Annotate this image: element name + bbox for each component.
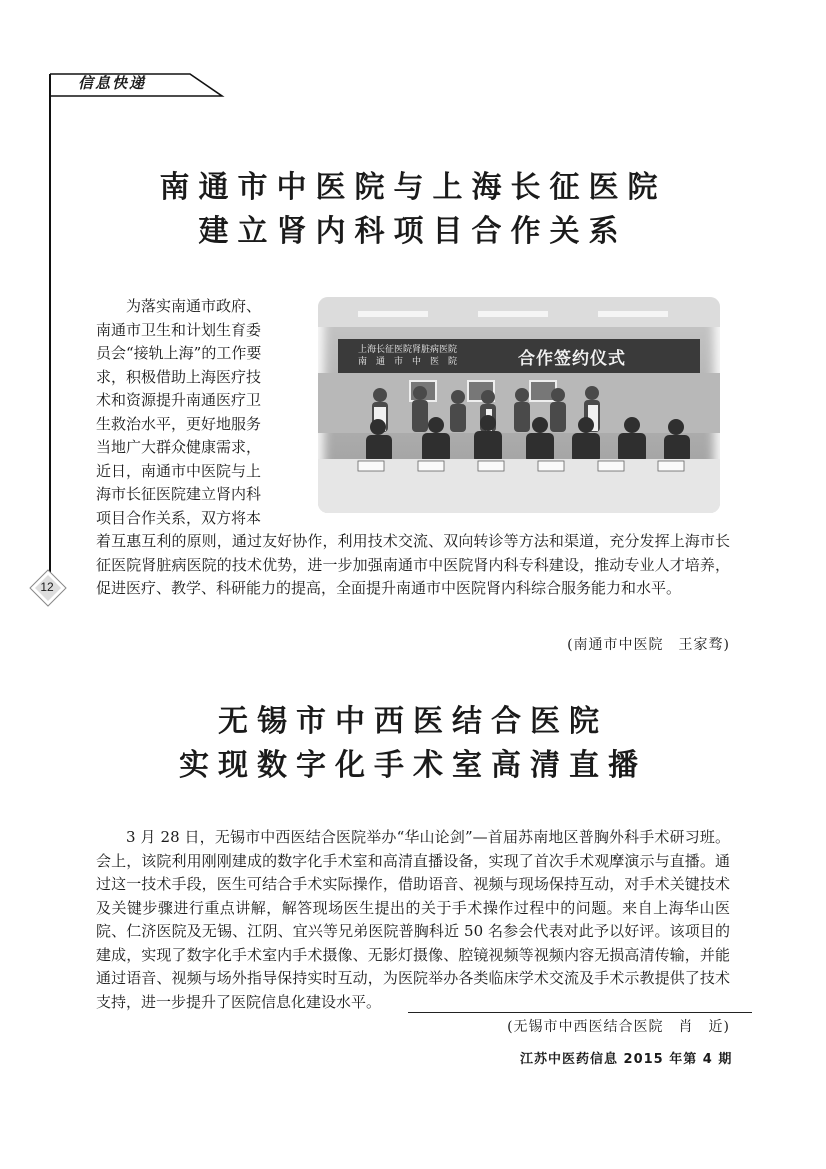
article2-title-line2: 实现数字化手术室高清直播: [179, 748, 647, 783]
banner-line1: 上海长征医院肾脏病医院: [358, 345, 458, 355]
signing-ceremony-photo: [318, 297, 720, 513]
wrap-line: 南通市卫生和计划生育委: [96, 320, 262, 339]
article1-wrap-text: [96, 295, 294, 530]
banner-institutions: [358, 344, 508, 368]
photo-banner: [338, 339, 700, 373]
article1-body: 着互惠互利的原则，通过友好协作，利用技术交流、双向转诊等方法和渠道，充分发挥上海市长征医院肾脏病医院的技术优势，进一步加强南通市中医院肾内科专科建设，推动专业人才培养，促进医疗、教学、科研能力的提高，全面提升南通市中医院肾内科综合服务能力和水平。: [96, 532, 730, 597]
wrap-line: 员会“接轨上海”的工作要: [96, 344, 262, 362]
wrap-line: 求，积极借助上海医疗技: [96, 367, 262, 386]
margin-rule: [49, 74, 51, 579]
wrap-line: 术和资源提升南通医疗卫: [96, 391, 262, 409]
banner-event-title: 合作签约仪式: [518, 348, 626, 369]
wrap-line: 当地广大群众健康需求，: [96, 438, 262, 456]
wrap-line: 项目合作关系，双方将本: [96, 508, 262, 527]
journal-issue: 江苏中医药信息 2015 年第 4 期: [520, 1052, 733, 1067]
article1-title-line1: 南通市中医院与上海长征医院: [159, 170, 667, 205]
wrap-line: 为落实南通市政府、: [126, 297, 262, 315]
banner-line2: 南 通 市 中 医 院: [358, 357, 458, 367]
page-number: 12: [40, 580, 54, 594]
wrap-line: 海市长征医院建立肾内科: [96, 485, 262, 503]
article2-title-line1: 无锡市中西医结合医院: [218, 704, 608, 739]
section-tab-frame: [0, 0, 826, 120]
section-label: 信息快递: [78, 74, 147, 92]
article2-body: 3 月 28 日，无锡市中西医结合医院举办“华山论剑”—首届苏南地区普胸外科手术研习班。会上，该院利用刚刚建成的数字化手术室和高清直播设备，实现了首次手术观摩演示与直播。通过这一技术手段，医生可结合手术实际操作，借助语音、视频与现场保持互动，对手术关键技术及关键步骤进行重点讲解，解答现场医生提出的关于手术操作过程中的问题。来自上海华山医院、仁济医院及无锡、江阴、宜兴等兄弟医院普胸科近 50 名参会代表对此予以好评。该项目的建成，实现了数字化手术室内手术摄像、无影灯摄像、腔镜视频等视频内容无损高清传输，并能通过语音、视频与场外指导保持实时互动，为医院举办各类临床学术交流及手术示教提供了技术支持，进一步提升了医院信息化建设水平。: [96, 828, 730, 1011]
wrap-line: 生救治水平，更好地服务: [96, 414, 262, 433]
article1-title-line2: 建立肾内科项目合作关系: [198, 214, 628, 249]
wrap-line: 近日，南通市中医院与上: [96, 461, 262, 480]
footer-rule: [408, 1012, 752, 1013]
photo-scene: [318, 297, 720, 513]
article1-byline: (南通市中医院 王家骛): [567, 637, 730, 653]
article2-byline: (无锡市中西医结合医院 肖 近): [507, 1019, 730, 1035]
